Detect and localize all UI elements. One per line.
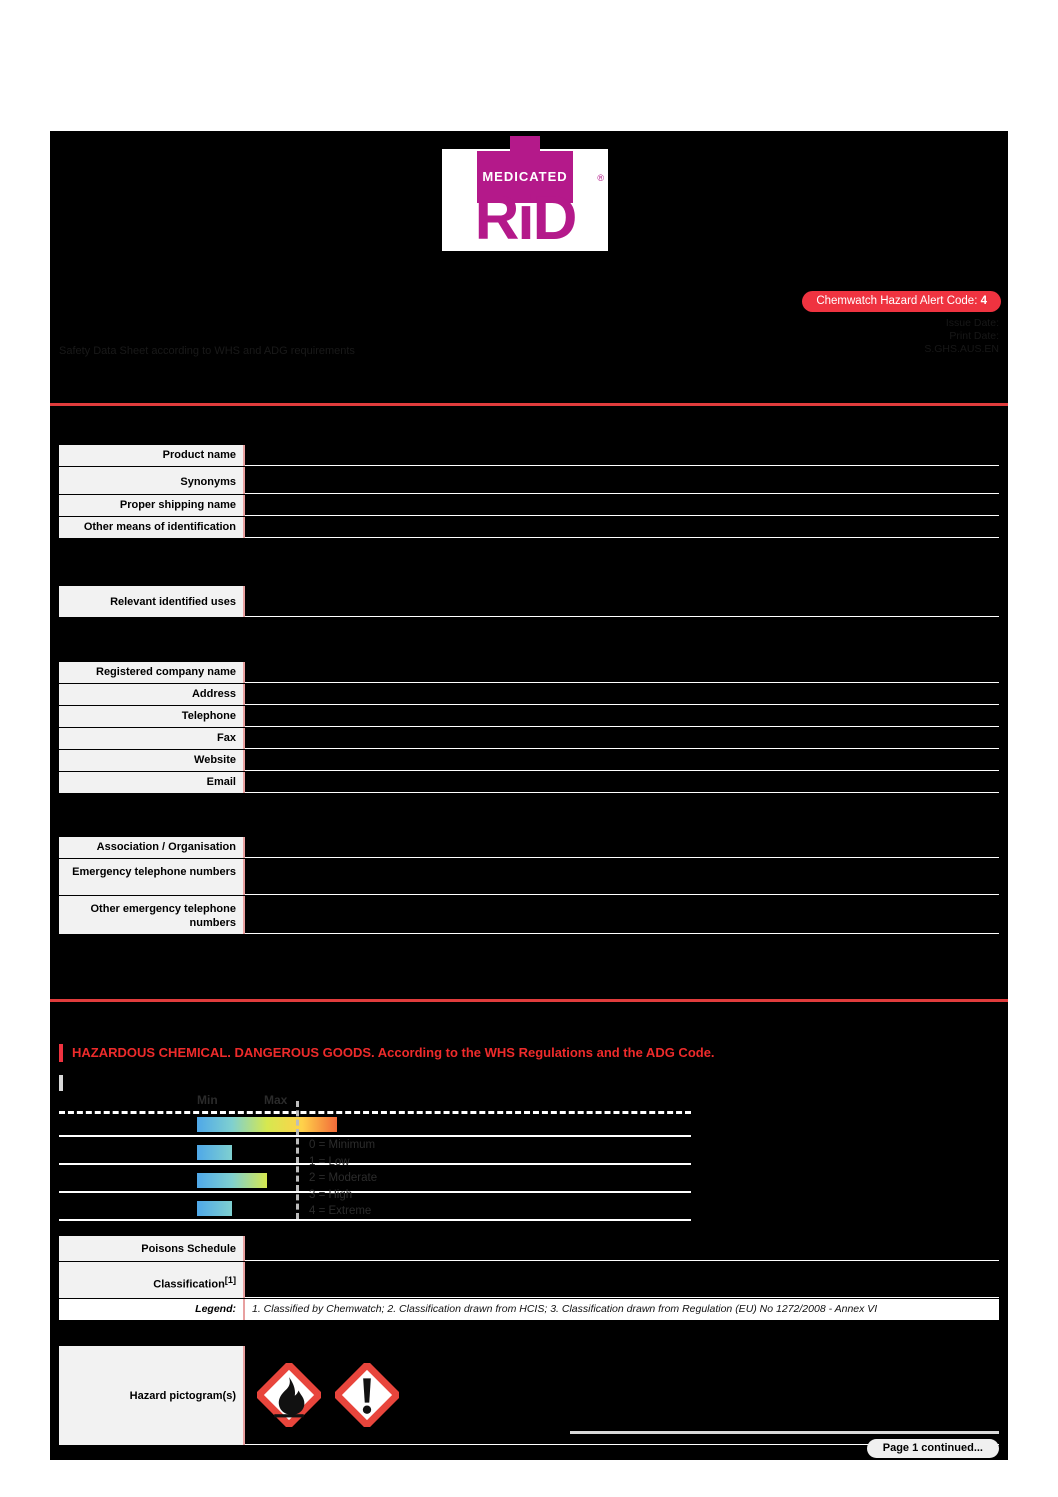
row-value: [245, 517, 999, 538]
chart-max-label: Max: [264, 1093, 288, 1107]
table-row: [59, 517, 999, 538]
row-label: Fax: [59, 728, 245, 749]
row-value: [245, 684, 999, 705]
chart-bar-body-contact: [197, 1173, 267, 1188]
identified-uses-table: [59, 586, 999, 618]
row-value: [245, 859, 999, 895]
sds-sheet-body: [50, 131, 1008, 1460]
hazard-rating-chart: [59, 1093, 719, 1225]
row-value: [245, 750, 999, 771]
classification-label-text: Classification: [153, 1278, 225, 1291]
row-value: [245, 1236, 999, 1261]
table-row: [59, 495, 999, 516]
table-row: [59, 896, 999, 934]
row-value: [245, 1262, 999, 1298]
row-value: [245, 706, 999, 727]
row-label: Proper shipping name: [59, 495, 245, 516]
chart-bar-flammability: [197, 1117, 337, 1132]
row-label: Other emergency telephone numbers: [59, 896, 245, 934]
issue-date-label: Issue Date:: [945, 317, 999, 329]
section-divider-1: [50, 403, 1008, 406]
row-value: [245, 896, 999, 934]
row-value: [245, 495, 999, 516]
row-label: Synonyms: [59, 467, 245, 494]
row-value: [245, 445, 999, 466]
row-label: Product name: [59, 445, 245, 466]
row-label: Emergency telephone numbers: [59, 859, 245, 895]
row-label: [59, 1262, 245, 1298]
logo-brand-text: RiD: [474, 184, 576, 253]
table-row: [59, 706, 999, 727]
chart-bar-toxicity: [197, 1145, 232, 1160]
legend-text: 1. Classified by Chemwatch; 2. Classification drawn from HCIS; 3. Classification drawn from Regulation (EU) No 1272/2008 - Annex VI: [245, 1299, 999, 1320]
footer-divider: [570, 1431, 999, 1434]
sds-subtitle: Safety Data Sheet according to WHS and ADG requirements: [59, 345, 355, 357]
logo-registered-icon: ®: [597, 173, 604, 183]
row-value: [245, 772, 999, 793]
chart-bar-row: [59, 1115, 691, 1137]
legend-label: Legend:: [59, 1299, 245, 1320]
chart-legend-divider: [296, 1101, 299, 1219]
row-value: [245, 662, 999, 683]
hazard-alert-label: Chemwatch Hazard Alert Code:: [816, 295, 978, 307]
ghs-exclamation-icon: [335, 1363, 399, 1427]
emergency-contact-table: [59, 837, 999, 935]
chart-legend: [309, 1137, 377, 1220]
hazard-classification-headline: HAZARDOUS CHEMICAL. DANGEROUS GOODS. According to the WHS Regulations and the ADG Code.: [59, 1044, 1002, 1062]
table-row: [59, 837, 999, 858]
table-row: [59, 750, 999, 771]
chart-top-axis: [59, 1111, 691, 1114]
product-identifier-table: [59, 445, 999, 539]
supplier-details-table: [59, 662, 999, 794]
table-row: [59, 662, 999, 683]
table-row: [59, 859, 999, 895]
sheet-code: S.GHS.AUS.EN: [924, 343, 999, 355]
table-row: [59, 772, 999, 793]
table-row: [59, 1236, 999, 1261]
legend-item: 1 = Low: [309, 1155, 350, 1168]
chart-min-label: Min: [197, 1093, 218, 1107]
row-value: [245, 728, 999, 749]
classification-legend-row: [59, 1299, 999, 1320]
row-label: Hazard pictogram(s): [59, 1346, 245, 1445]
row-value: [245, 586, 999, 617]
page-continued-badge: Page 1 continued...: [867, 1439, 999, 1458]
row-label: Website: [59, 750, 245, 771]
table-row: [59, 728, 999, 749]
legend-item: 0 = Minimum: [309, 1139, 376, 1151]
row-label: Telephone: [59, 706, 245, 727]
row-label: Association / Organisation: [59, 837, 245, 858]
hazard-alert-badge: [802, 291, 1001, 312]
classification-table: [59, 1236, 999, 1320]
logo-medicated-text: MEDICATED: [482, 169, 568, 184]
row-label: Address: [59, 684, 245, 705]
row-label: Relevant identified uses: [59, 586, 245, 617]
row-label: Poisons Schedule: [59, 1236, 245, 1261]
document-meta: [924, 317, 999, 356]
chart-scale-labels: [59, 1093, 691, 1109]
table-row: [59, 467, 999, 494]
table-row: [59, 1262, 999, 1298]
legend-item: 4 = Extreme: [309, 1205, 372, 1217]
row-value: [245, 467, 999, 494]
hazard-alert-code: 4: [980, 295, 987, 307]
row-label: Email: [59, 772, 245, 793]
table-row: [59, 684, 999, 705]
legend-item: 2 = Moderate: [309, 1172, 378, 1184]
section-divider-2: [50, 999, 1008, 1002]
row-label: Registered company name: [59, 662, 245, 683]
chart-bar-reactivity: [197, 1201, 232, 1216]
row-value: [245, 837, 999, 858]
product-logo: [440, 145, 610, 255]
classification-footnote-marker: [1]: [224, 1275, 236, 1285]
table-row: [59, 586, 999, 617]
table-row: [59, 445, 999, 466]
row-label: Other means of identification: [59, 517, 245, 538]
legend-item: 3 = High: [309, 1188, 353, 1201]
print-date-label: Print Date:: [949, 330, 999, 342]
ghs-flame-icon: [257, 1363, 321, 1427]
hazard-subheading-marker: [59, 1075, 993, 1091]
